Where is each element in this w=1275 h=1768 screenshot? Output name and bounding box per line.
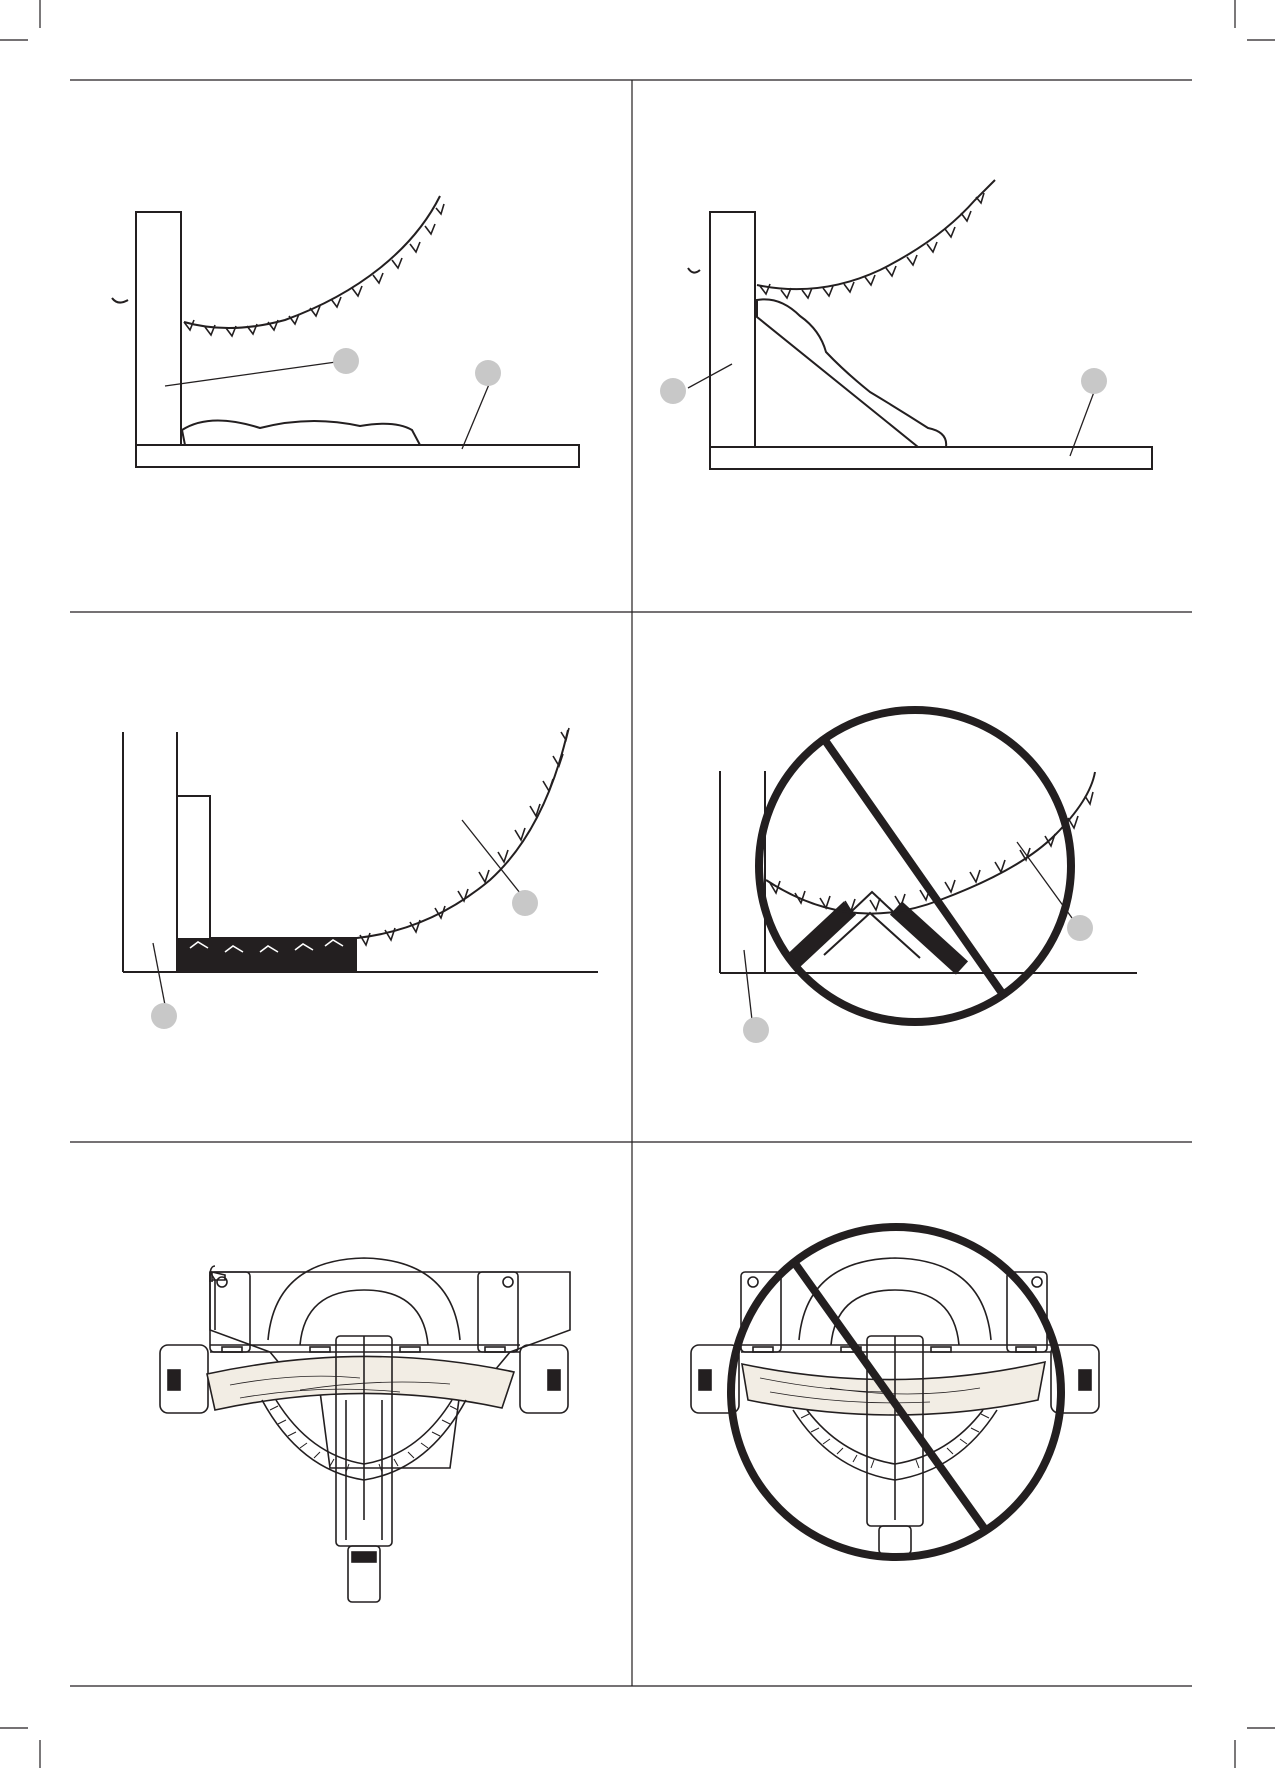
molding <box>757 299 946 447</box>
figure-bowed-board-concave-to-fence <box>691 1227 1099 1557</box>
callout-marker <box>743 1017 769 1043</box>
blade-guard <box>268 1258 460 1340</box>
fence <box>710 212 755 447</box>
bolt-hole <box>217 1277 227 1287</box>
left-clamp <box>168 1370 180 1390</box>
callout-marker <box>1081 368 1107 394</box>
saw-blade <box>112 196 440 328</box>
blade-teeth <box>360 728 569 945</box>
figure-base-flat-against-fence <box>123 728 598 1029</box>
figure-angled-against-fence <box>720 710 1137 1043</box>
fence-slot <box>753 1347 773 1352</box>
handle <box>879 1526 911 1554</box>
right-clamp <box>1079 1370 1091 1390</box>
callout-marker <box>660 378 686 404</box>
table <box>136 445 579 467</box>
fence <box>123 732 177 972</box>
table <box>710 447 1152 469</box>
figure-crown-angled <box>660 180 1152 469</box>
cut-kerf-left <box>790 908 850 964</box>
figure-crown-flat <box>112 196 579 467</box>
callout-marker <box>333 348 359 374</box>
bolt-hole <box>503 1277 513 1287</box>
callout-marker <box>151 1003 177 1029</box>
fence-slot <box>310 1347 330 1352</box>
leader-fence <box>153 943 165 1005</box>
fence-slot <box>1016 1347 1036 1352</box>
leader-table <box>462 382 490 449</box>
fence-slot <box>400 1347 420 1352</box>
fence-slot <box>931 1347 951 1352</box>
bolt-hole <box>1032 1277 1042 1287</box>
leader-fence <box>165 362 336 386</box>
molding-profile <box>177 796 357 938</box>
left-extension <box>160 1345 208 1413</box>
leader-fence <box>744 950 752 1020</box>
blade-teeth <box>184 204 444 336</box>
handle-grip <box>352 1552 376 1562</box>
callout-marker <box>512 890 538 916</box>
figure-grid <box>70 80 1192 1686</box>
bolt-hole <box>748 1277 758 1287</box>
left-clamp <box>699 1370 711 1390</box>
rear-left-tab <box>210 1272 250 1352</box>
blade-guard <box>799 1258 991 1340</box>
figure-bowed-board-convex-to-fence <box>160 1258 570 1602</box>
blade-teeth <box>760 193 984 298</box>
right-clamp <box>548 1370 560 1390</box>
molding <box>182 420 420 445</box>
fence-slot <box>485 1347 505 1352</box>
callout-marker <box>475 360 501 386</box>
fence <box>136 212 181 445</box>
callout-marker <box>1067 915 1093 941</box>
fence-slot <box>222 1347 242 1352</box>
prohibited-icon <box>759 710 1071 1022</box>
